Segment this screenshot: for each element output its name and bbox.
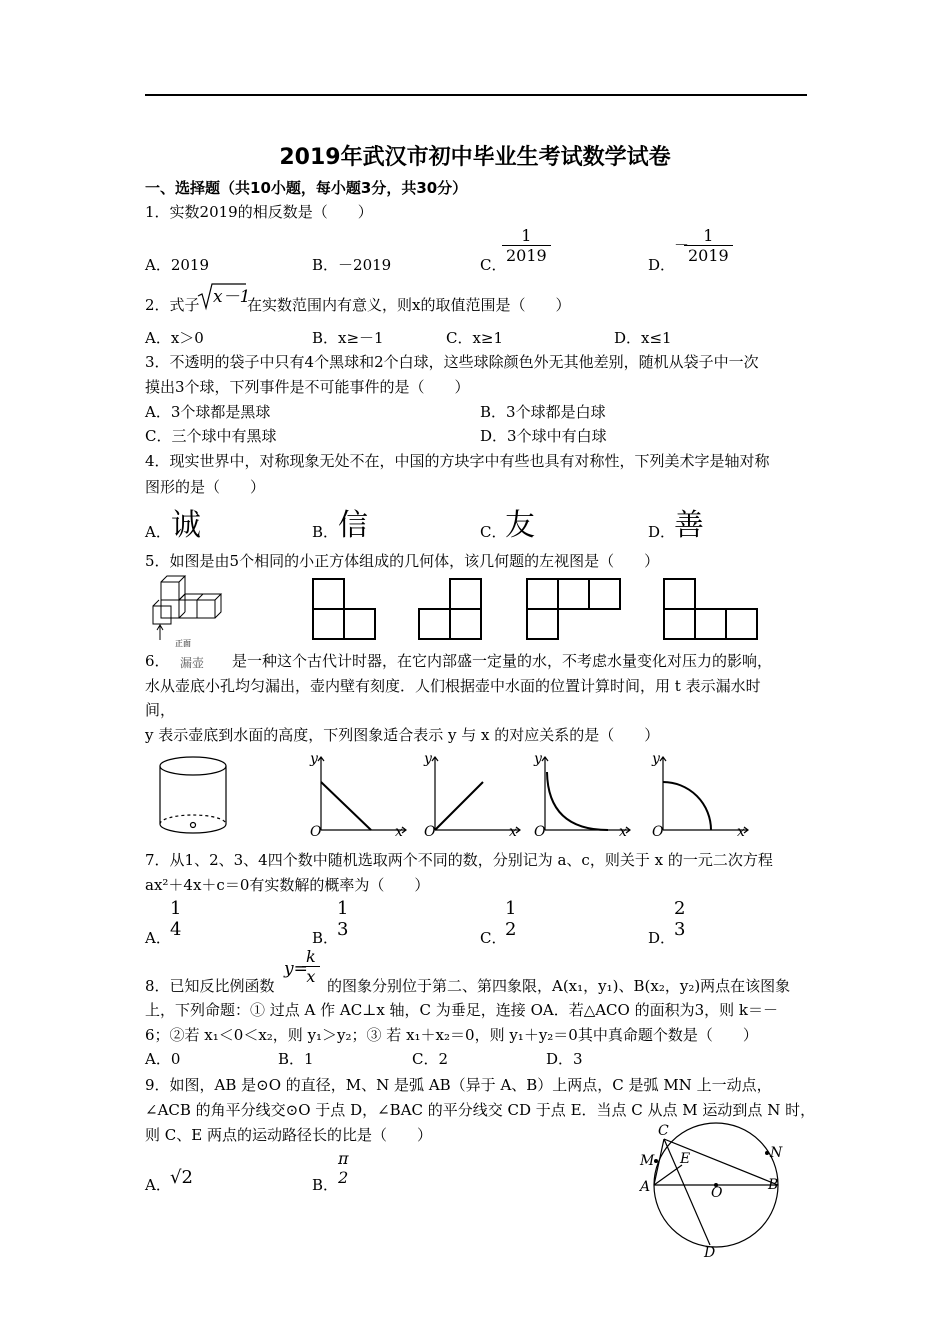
q6-option-d-graph — [648, 752, 753, 842]
q6-option-a-graph — [306, 752, 411, 842]
q5-option-b-view — [418, 578, 483, 640]
q1-option-c-fraction — [502, 226, 551, 265]
denominator: 2 — [505, 919, 517, 940]
x-axis-label: x — [737, 824, 745, 840]
y-axis-label: y — [310, 751, 318, 767]
numerator: 1 — [521, 226, 532, 245]
y-axis-label: y — [424, 751, 432, 767]
origin-label: O — [652, 824, 664, 840]
q9-option-b-label: B． — [312, 1176, 339, 1194]
q8-line-1-pre: 8．已知反比例函数 — [145, 977, 275, 995]
q6-line-4: y 表示壶底到水面的高度，下列图象适合表示 y 与 x 的对应关系的是（ ） — [145, 726, 660, 744]
page-title: 2019年武汉市初中毕业生考试数学试卷 — [279, 145, 671, 170]
q7-option-a-label: A． — [145, 929, 171, 947]
q5-front-label: 正面 — [175, 639, 191, 648]
q4-option-d-char: 善 — [674, 508, 704, 543]
denominator: 2019 — [502, 245, 551, 265]
q6-line-3: 间， — [145, 701, 176, 719]
denominator: 3 — [674, 919, 686, 940]
q9-option-a-label: A． — [145, 1176, 171, 1194]
q3-option-a: A．3个球都是黑球 — [145, 403, 271, 421]
q4-option-b-char: 信 — [338, 508, 368, 543]
q9-option-b-fraction — [334, 1149, 353, 1187]
q6-line-1: 是一种这个古代计时器，在它内部盛一定量的水，不考虑水量变化对压力的影响， — [232, 652, 773, 670]
q4-line-1: 4．现实世界中，对称现象无处不在，中国的方块字中有些也具有对称性，下列美术字是轴对称 — [145, 452, 770, 470]
q7-line-2: ax²＋4x＋c＝0有实数解的概率为（ ） — [145, 876, 430, 894]
q7-option-d-fraction — [670, 898, 689, 940]
q8-line-1: 的图象分别位于第二、第四象限，A(x₁，y₁)、B(x₂，y₂)两点在该图象 — [327, 977, 791, 995]
q6-option-c-graph — [530, 752, 635, 842]
q3-option-b: B．3个球都是白球 — [480, 403, 606, 421]
q5-solid-figure — [145, 570, 235, 650]
q2-option-c: C．x≥1 — [446, 329, 504, 347]
y-axis-label: y — [534, 751, 542, 767]
q2-radicand: x－1 — [213, 287, 251, 307]
q8-option-a: A．0 — [145, 1050, 181, 1068]
q8-function-fraction — [302, 947, 320, 986]
q4-line-2: 图形的是（ ） — [145, 478, 266, 496]
q3-option-d: D．3个球中有白球 — [480, 427, 607, 445]
q1-option-d-fraction — [684, 226, 733, 265]
q4-option-c-label: C． — [480, 523, 507, 541]
q7-option-d-label: D． — [648, 929, 676, 947]
numerator: 1 — [170, 898, 182, 919]
label-o: O — [711, 1185, 723, 1201]
q8-option-b: B．1 — [278, 1050, 314, 1068]
q5-option-c-view — [526, 578, 622, 640]
q9-line-3: 则 C、E 两点的运动路径长的比是（ ） — [145, 1126, 432, 1144]
q5-stem: 5．如图是由5个相同的小正方体组成的几何体，该几何题的左视图是（ ） — [145, 552, 660, 570]
q5-option-a-view — [312, 578, 377, 640]
q2-option-a: A．x＞0 — [145, 329, 204, 347]
q2-stem-post: 在实数范围内有意义，则x的取值范围是（ ） — [247, 296, 571, 314]
q1-stem: 1．实数2019的相反数是（ ） — [145, 203, 373, 221]
q4-option-d-label: D． — [648, 523, 676, 541]
q1-option-b: B．－2019 — [312, 256, 392, 274]
q3-line-2: 摸出3个球，下列事件是不可能事件的是（ ） — [145, 378, 470, 396]
label-b: B — [768, 1177, 779, 1193]
x-axis-label: x — [619, 824, 627, 840]
q8-option-d: D．3 — [546, 1050, 583, 1068]
label-a: A — [640, 1179, 651, 1195]
label-d: D — [704, 1245, 716, 1261]
numerator: 1 — [337, 898, 349, 919]
q2-option-b: B．x≥－1 — [312, 329, 384, 347]
numerator: 1 — [505, 898, 517, 919]
denominator: 4 — [170, 919, 182, 940]
label-m: M — [640, 1153, 655, 1169]
q6-line-2: 水从壶底小孔均匀漏出，壶内壁有刻度．人们根据壶中水面的位置计算时间，用 t 表示漏水时 — [145, 677, 761, 695]
denominator: 2 — [338, 1168, 349, 1187]
numerator: π — [338, 1149, 349, 1168]
denominator: 3 — [337, 919, 349, 940]
q1-option-c-label: C． — [480, 256, 507, 274]
q6-number: 6． — [145, 652, 170, 670]
q8-function-lhs: y= — [284, 959, 308, 979]
q7-line-1: 7．从1、2、3、4四个数中随机选取两个不同的数，分别记为 a、c，则关于 x 的一元二次方程 — [145, 851, 773, 869]
y-axis-label: y — [652, 751, 660, 767]
q9-line-2: ∠ACB 的角平分线交⊙O 于点 D，∠BAC 的平分线交 CD 于点 E．当点 C 从点 M 运动到点 N 时， — [145, 1101, 816, 1119]
q4-option-a-label: A． — [145, 523, 171, 541]
q3-option-c: C．三个球中有黑球 — [145, 427, 277, 445]
numerator: 1 — [703, 226, 714, 245]
header-rule — [145, 94, 807, 96]
x-axis-label: x — [395, 824, 403, 840]
q4-option-b-label: B． — [312, 523, 339, 541]
q1-option-d-label: D． — [648, 256, 676, 274]
label-e: E — [680, 1151, 691, 1167]
q3-line-1: 3．不透明的袋子中只有4个黑球和2个白球，这些球除颜色外无其他差别，随机从袋子中一次 — [145, 353, 759, 371]
q9-line-1: 9．如图，AB 是⊙O 的直径，M、N 是弧 AB（异于 A、B）上两点，C 是弧 MN 上一动点， — [145, 1076, 772, 1094]
section-heading: 一、选择题（共10小题，每小题3分，共30分） — [145, 179, 468, 197]
q8-line-3: 6；②若 x₁＜0＜x₂，则 y₁＞y₂；③ 若 x₁＋x₂＝0，则 y₁＋y₂＝0其中真命题个数是（ ） — [145, 1026, 758, 1044]
origin-label: O — [310, 824, 322, 840]
q7-option-b-label: B． — [312, 929, 339, 947]
q6-cylinder — [155, 752, 235, 837]
label-c: C — [658, 1123, 669, 1139]
q6-option-b-graph — [420, 752, 525, 842]
q8-option-c: C．2 — [412, 1050, 449, 1068]
q7-option-c-label: C． — [480, 929, 507, 947]
q1-option-a: A．2019 — [145, 256, 210, 274]
q4-option-c-char: 友 — [505, 508, 535, 543]
q5-option-d-view — [663, 578, 759, 640]
numerator: 2 — [674, 898, 686, 919]
denominator: x — [302, 966, 320, 986]
denominator: 2019 — [684, 245, 733, 265]
q6-term: 漏壶 — [180, 656, 205, 670]
q1-option-d-sign: － — [674, 236, 690, 254]
origin-label: O — [534, 824, 546, 840]
numerator: k — [306, 947, 316, 966]
q7-option-a-fraction — [166, 898, 185, 940]
q9-circle-figure — [636, 1125, 791, 1260]
x-axis-label: x — [509, 824, 517, 840]
label-n: N — [770, 1145, 783, 1161]
q2-option-d: D．x≤1 — [614, 329, 672, 347]
q2-stem-pre: 2．式子 — [145, 296, 200, 314]
origin-label: O — [424, 824, 436, 840]
q4-option-a-char: 诚 — [171, 508, 201, 543]
q9-option-a-value: √2 — [170, 1167, 193, 1188]
q8-line-2: 上，下列命题：① 过点 A 作 AC⊥x 轴，C 为垂足，连接 OA．若△ACO 的面积为3，则 k＝－ — [145, 1001, 779, 1019]
q7-option-c-fraction — [501, 898, 520, 940]
q7-option-b-fraction — [333, 898, 352, 940]
